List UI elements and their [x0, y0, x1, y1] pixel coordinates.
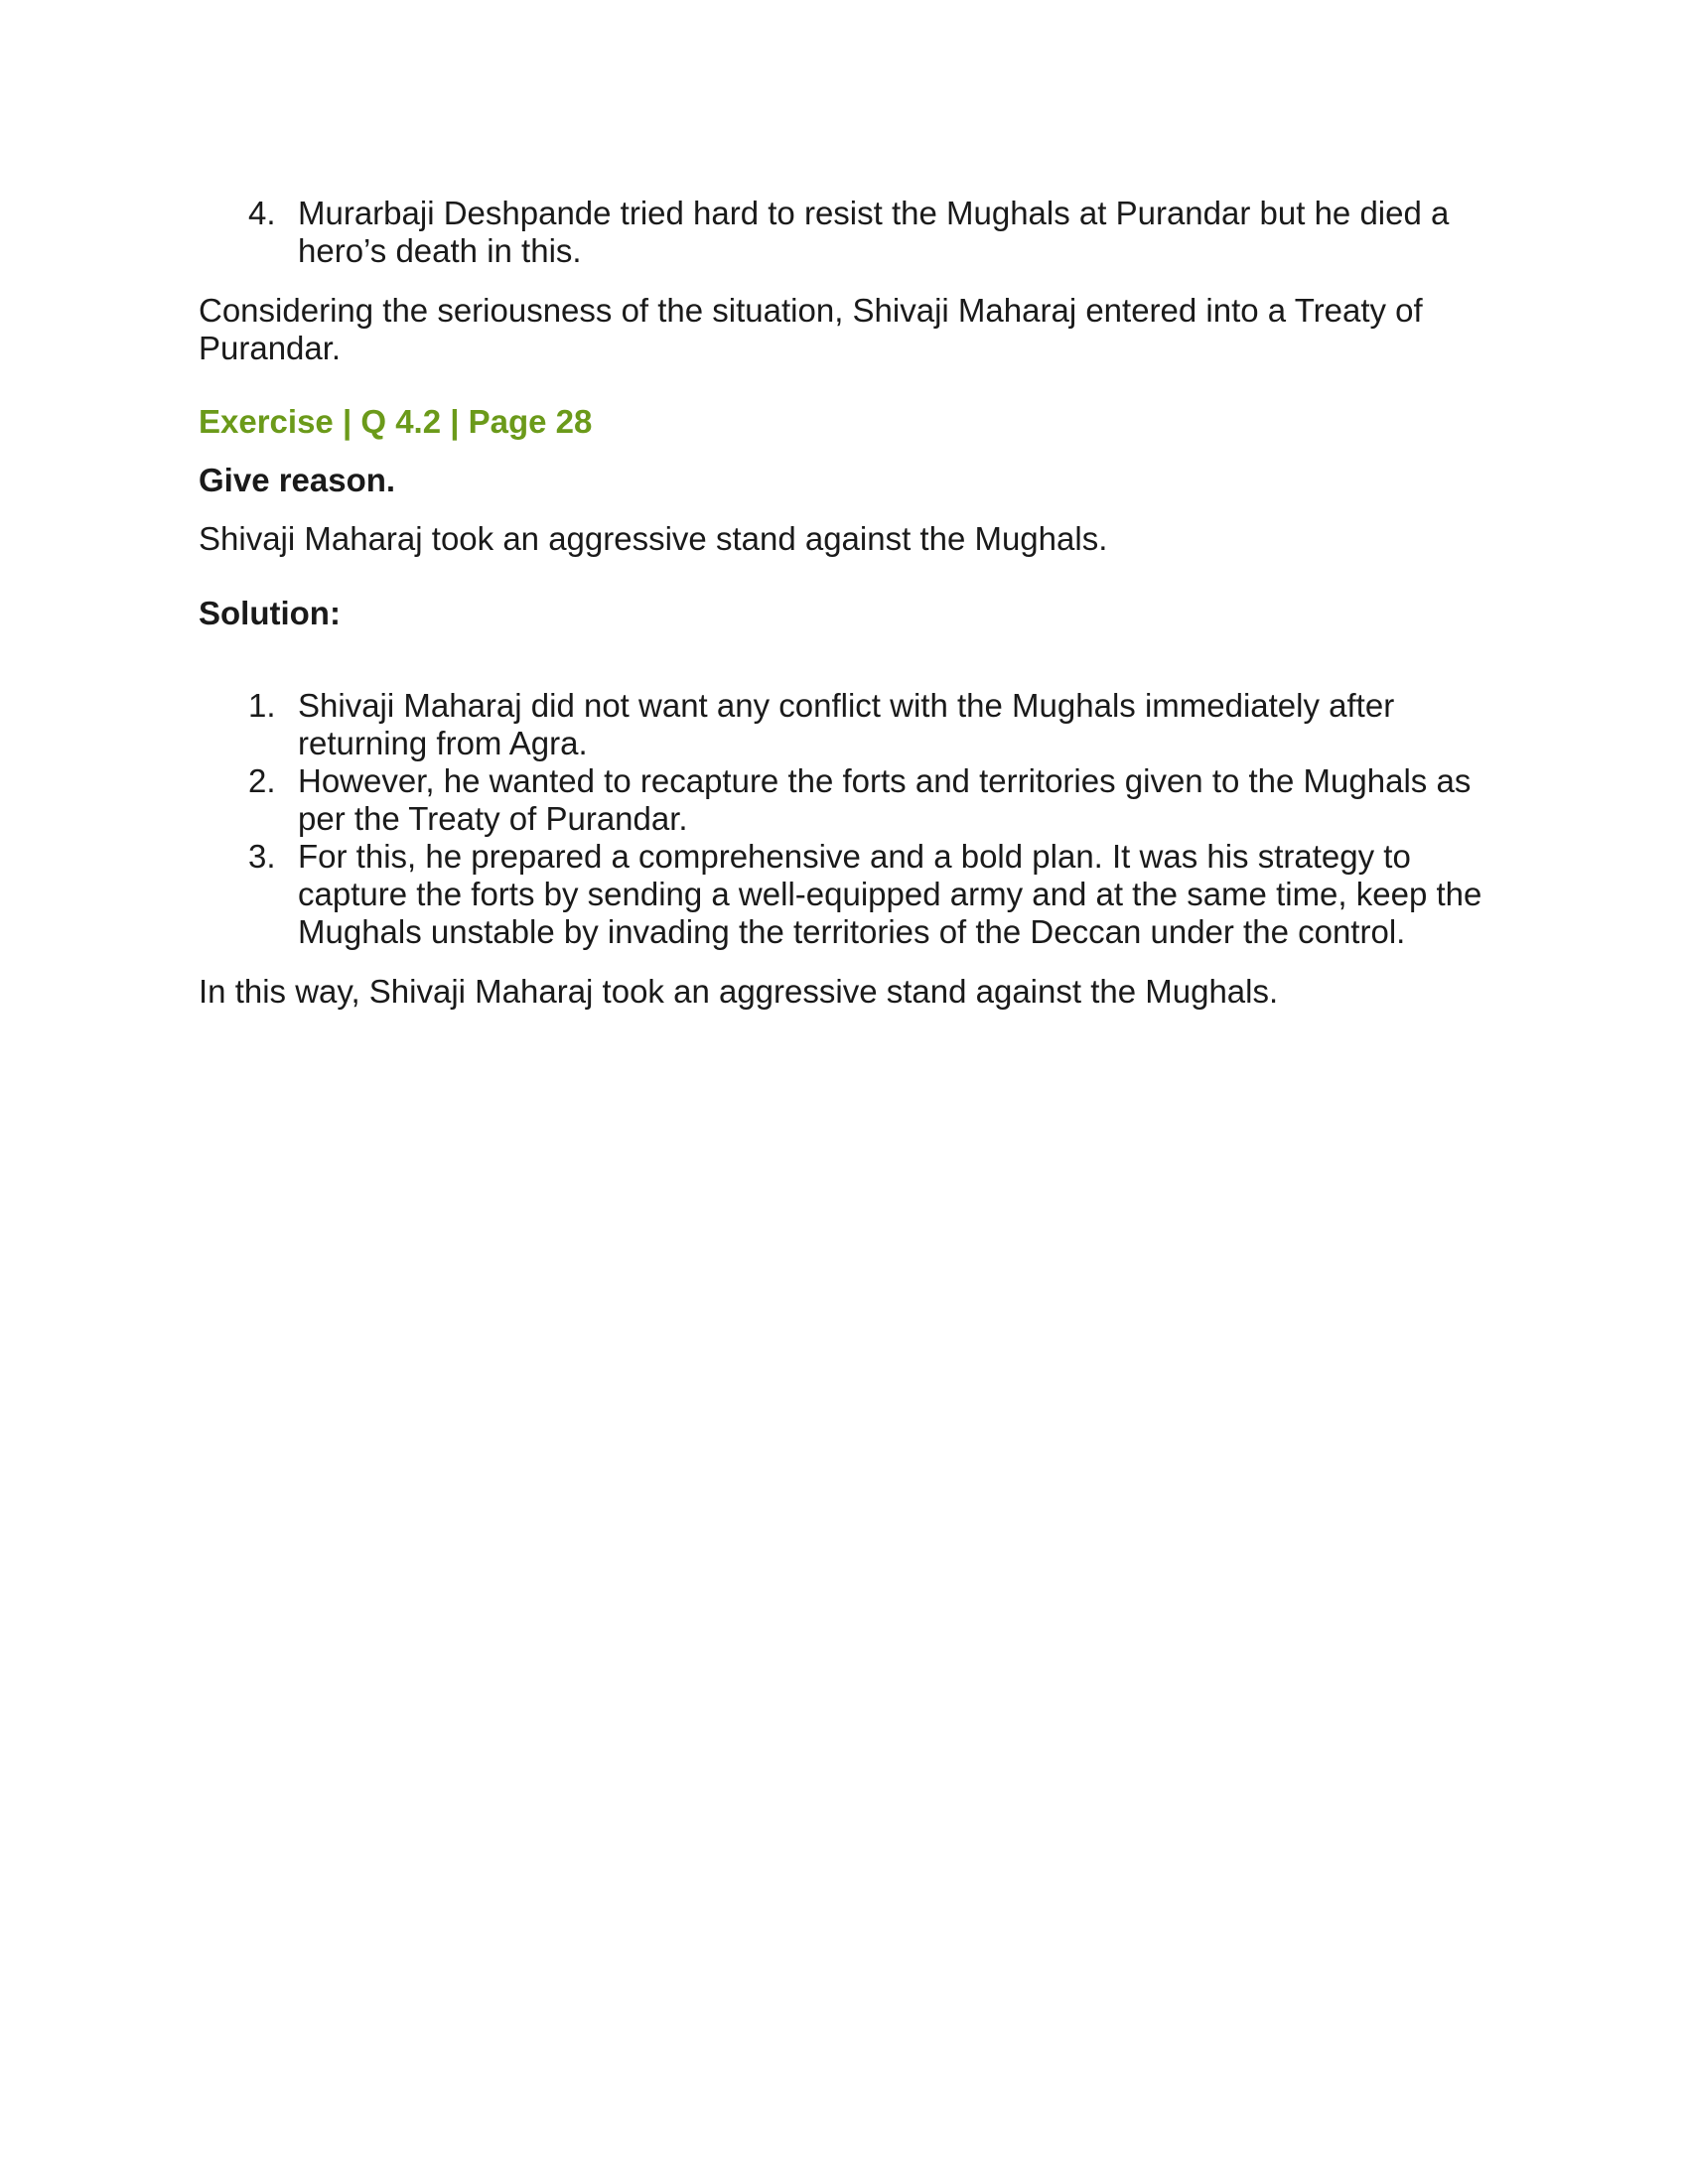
solution-label: Solution: [199, 595, 341, 631]
list-item-text: For this, he prepared a comprehensive and a bold plan. It was his strategy to capture the forts by sending a well-equipped army and at the same time, keep the Mughals unstable by invading the territories of the Deccan under the control. [298, 838, 1482, 950]
list-item [199, 195, 1499, 270]
list-item [199, 762, 1499, 838]
document-page [199, 195, 1499, 1011]
question-text: Shivaji Maharaj took an aggressive stand against the Mughals. [199, 520, 1108, 557]
list-item-text: Murarbaji Deshpande tried hard to resist the Mughals at Purandar but he died a hero’s death in this. [298, 195, 1450, 269]
top-numbered-list [199, 195, 1499, 270]
list-item-text: However, he wanted to recapture the forts and territories given to the Mughals as per the Treaty of Purandar. [298, 762, 1472, 837]
list-item-number: 2. [248, 762, 276, 799]
list-item [199, 687, 1499, 762]
question-type: Give reason. [199, 462, 396, 498]
list-item-number: 4. [248, 195, 276, 231]
paragraph-treaty: Considering the seriousness of the situation, Shivaji Maharaj entered into a Treaty of Purandar. [199, 292, 1423, 366]
solution-numbered-list [199, 687, 1499, 951]
exercise-heading: Exercise | Q 4.2 | Page 28 [199, 403, 593, 440]
list-item-number: 3. [248, 838, 276, 875]
conclusion-text: In this way, Shivaji Maharaj took an aggressive stand against the Mughals. [199, 973, 1279, 1010]
list-item [199, 838, 1499, 951]
list-item-text: Shivaji Maharaj did not want any conflict with the Mughals immediately after returning from Agra. [298, 687, 1395, 761]
list-item-number: 1. [248, 687, 276, 724]
